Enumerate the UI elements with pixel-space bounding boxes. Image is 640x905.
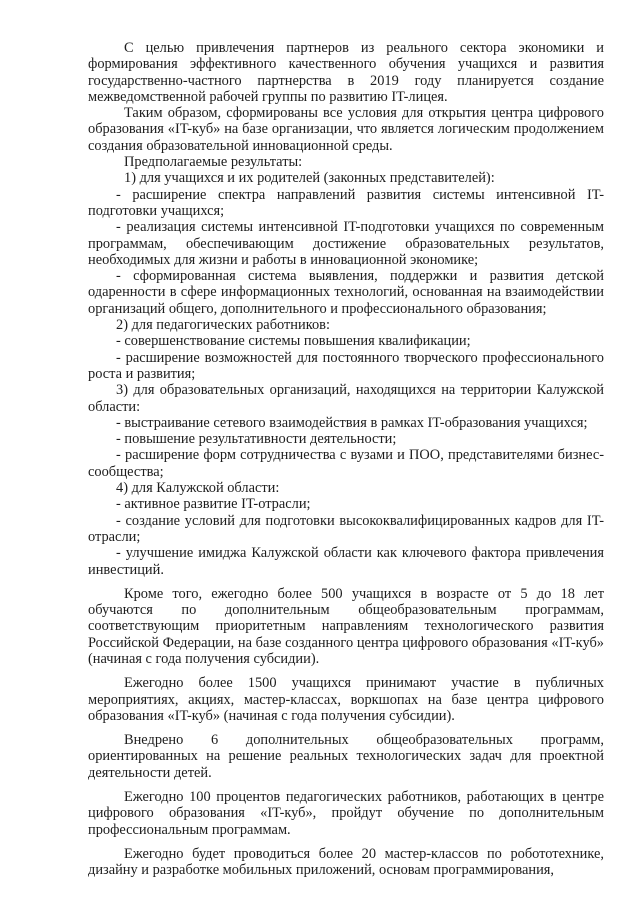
list-item: - расширение спектра направлений развития системы интенсивной IT-подготовки учащихся; (88, 186, 604, 219)
paragraph-master-classes: Ежегодно будет проводиться более 20 мастер-классов по робототехнике, дизайну и разработке мобильных приложений, основам программирования, (88, 845, 604, 879)
list-heading-students: 1) для учащихся и их родителей (законных представителей): (124, 170, 495, 187)
paragraph-partners: С целью привлечения партнеров из реального сектора экономики и формирования эффективного качественного обучения учащихся и развития государственно-частного партнерства в 2019 году планируется создание межведомственной рабочей группы по развитию IT-лицея. (88, 40, 604, 105)
list-item: - сформированная система выявления, поддержки и развития детской одаренности в сфере информационных технологий, основанная на взаимодействии организаций общего, дополнительного и профессионального образования; (88, 268, 604, 317)
list-item: - повышение результативности деятельности; (116, 431, 397, 448)
list-heading-organizations: 3) для образовательных организаций, находящихся на территории Калужской области: (88, 382, 604, 415)
paragraph-events: Ежегодно более 1500 учащихся принимают участие в публичных мероприятиях, акциях, мастер-классах, воркшопах на базе центра цифрового образования «IT-куб» (начиная с года получения субсидии). (88, 675, 604, 724)
list-item: - расширение форм сотрудничества с вузами и ПОО, представителями бизнес-сообщества; (88, 447, 604, 480)
list-item: - активное развитие IT-отрасли; (116, 496, 311, 513)
paragraph-programs: Внедрено 6 дополнительных общеобразовательных программ, ориентированных на решение реальных технологических задач для проектной деятельности детей. (88, 732, 604, 781)
list-item: - реализация системы интенсивной IT-подготовки учащихся по современным программам, обеспечивающим достижение образовательных результатов, необходимых для жизни и работы в инновационной экономике; (88, 219, 604, 268)
document-page (88, 40, 604, 879)
list-item: - совершенствование системы повышения квалификации; (116, 333, 471, 350)
paragraph-students-count: Кроме того, ежегодно более 500 учащихся в возрасте от 5 до 18 лет обучаются по дополнительным общеобразовательным программам, соответствующим приоритетным направлениям технологического развития Российской Федерации, на базе созданного центра цифрового образования «IT-куб» (начиная с года получения субсидии). (88, 585, 604, 667)
list-item: - улучшение имиджа Калужской области как ключевого фактора привлечения инвестиций. (88, 545, 604, 578)
list-item: - создание условий для подготовки высококвалифицированных кадров для IT-отрасли; (88, 512, 604, 545)
list-heading-region: 4) для Калужской области: (116, 480, 280, 497)
paragraph-teacher-training: Ежегодно 100 процентов педагогических работников, работающих в центре цифрового образования «IT-куб», пройдут обучение по дополнительным профессиональным программам. (88, 789, 604, 838)
list-item: - выстраивание сетевого взаимодействия в рамках IT-образования учащихся; (116, 414, 588, 431)
list-item: - расширение возможностей для постоянного творческого профессионального роста и развития; (88, 349, 604, 382)
paragraph-expected-results: Предполагаемые результаты: (124, 154, 303, 171)
list-heading-teachers: 2) для педагогических работников: (116, 317, 330, 334)
paragraph-conditions: Таким образом, сформированы все условия для открытия центра цифрового образования «IT-куб» на базе организации, что является логическим продолжением создания образовательной инновационной среды. (88, 105, 604, 154)
